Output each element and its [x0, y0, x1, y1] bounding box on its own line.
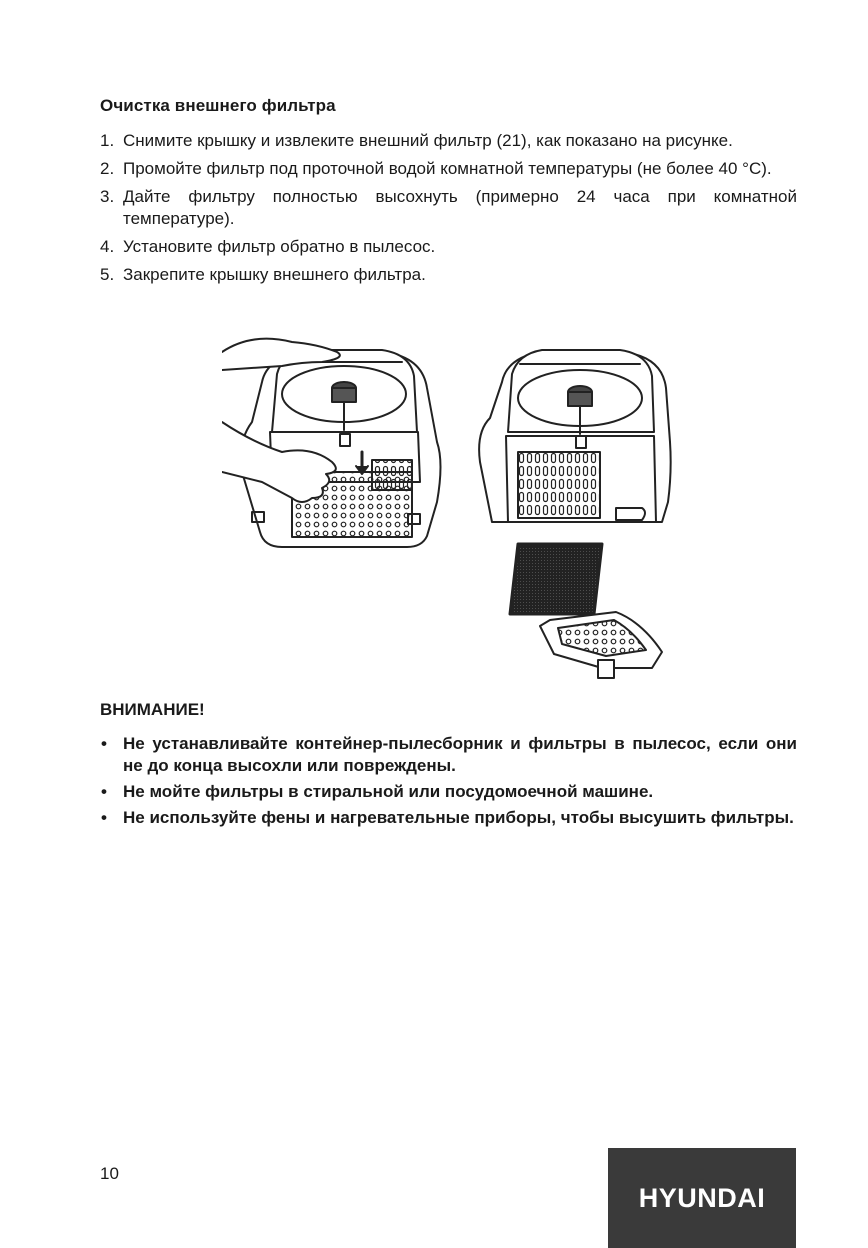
step-text: Промойте фильтр под проточной водой комнатной температуры (не более 40 °С). — [123, 159, 772, 178]
warning-list — [100, 733, 797, 833]
page-number: 10 — [100, 1164, 119, 1183]
bullet-icon: • — [101, 782, 107, 801]
step-text: Снимите крышку и извлеките внешний фильтр (21), как показано на рисунке. — [123, 131, 733, 150]
vacuum-filter-exploded-illustration — [479, 350, 671, 678]
vacuum-filter-removal-illustration — [222, 339, 441, 547]
step-item — [100, 130, 797, 152]
step-item — [100, 236, 797, 258]
brand-name: HYUNDAI — [638, 1182, 766, 1213]
section-title: Очистка внешнего фильтра — [100, 96, 336, 115]
step-number: 5. — [100, 265, 115, 284]
step-text: Дайте фильтру полностью высохнуть (примерно 24 часа при комнатной температуре). — [123, 187, 797, 228]
step-number: 2. — [100, 159, 115, 178]
warning-item — [100, 781, 797, 803]
brand-logo — [608, 1148, 796, 1248]
step-text: Закрепите крышку внешнего фильтра. — [123, 265, 426, 284]
warning-text: Не мойте фильтры в стиральной или посудомоечной машине. — [123, 782, 654, 801]
filter-illustration — [222, 322, 672, 682]
warning-item — [100, 807, 797, 829]
step-number: 3. — [100, 187, 115, 206]
warning-text: Не используйте фены и нагревательные приборы, чтобы высушить фильтры. — [123, 808, 794, 827]
step-item — [100, 186, 797, 230]
bullet-icon: • — [101, 734, 107, 753]
instruction-steps — [100, 130, 797, 292]
step-number: 1. — [100, 131, 115, 150]
warning-item — [100, 733, 797, 777]
warning-title: ВНИМАНИЕ! — [100, 700, 205, 719]
step-text: Установите фильтр обратно в пылесос. — [123, 237, 436, 256]
step-number: 4. — [100, 237, 115, 256]
warning-text: Не устанавливайте контейнер-пылесборник и фильтры в пылесос, если они не до конца высохли или повреждены. — [123, 734, 797, 775]
bullet-icon: • — [101, 808, 107, 827]
step-item — [100, 158, 797, 180]
step-item — [100, 264, 797, 286]
